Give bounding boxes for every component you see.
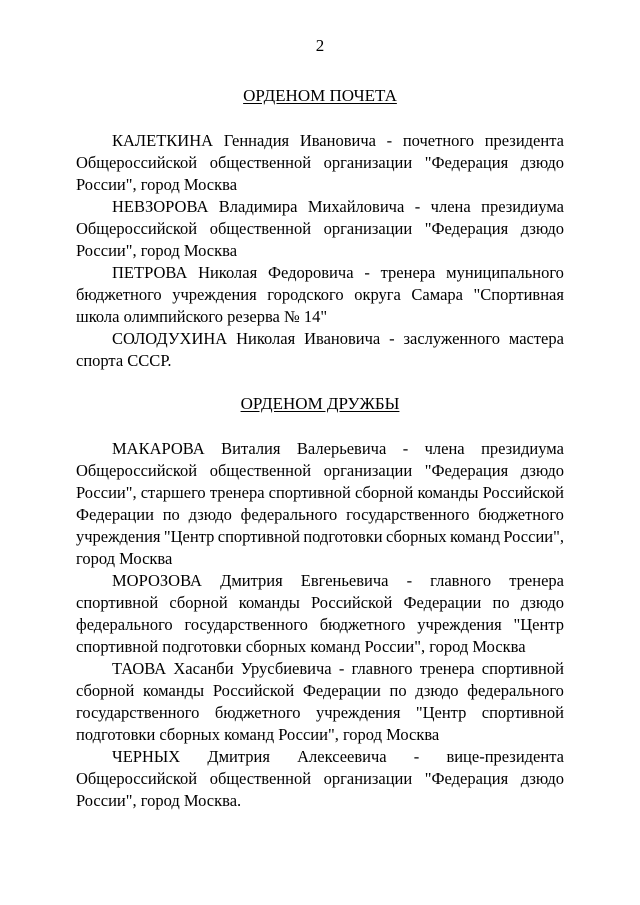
text-line: ПЕТРОВА Николая Федоровича - тренера муниципального [112, 263, 564, 282]
award-paragraph [76, 658, 564, 746]
text-line: Общероссийской общественной организации "Федерация дзюдо [76, 461, 564, 480]
text-line: КАЛЕТКИНА Геннадия Ивановича - почетного президента [112, 131, 564, 150]
text-line: Общероссийской общественной организации "Федерация дзюдо [76, 769, 564, 788]
text-line: учреждения "Центр спортивной подготовки сборных команд России", [76, 527, 564, 546]
section-heading: ОРДЕНОМ ДРУЖБЫ [240, 394, 400, 413]
text-line: Общероссийской общественной организации "Федерация дзюдо [76, 219, 564, 238]
section-heading: ОРДЕНОМ ПОЧЕТА [243, 86, 397, 105]
award-paragraph [76, 438, 564, 570]
award-paragraph [76, 746, 564, 812]
text-line: России", город Москва [76, 175, 238, 194]
text-line: спорта СССР. [76, 351, 172, 370]
text-line: бюджетного учреждения городского округа Самара "Спортивная [76, 285, 564, 304]
text-line: СОЛОДУХИНА Николая Ивановича - заслуженного мастера [112, 329, 564, 348]
text-line: государственного бюджетного учреждения "Центр спортивной [76, 703, 564, 722]
text-line: НЕВЗОРОВА Владимира Михайловича - члена президиума [112, 197, 564, 216]
text-line: спортивной подготовки сборных команд России", город Москва [76, 637, 526, 656]
text-line: сборной команды Российской Федерации по дзюдо федерального [76, 681, 564, 700]
text-line: России", старшего тренера спортивной сборной команды Российской [76, 483, 564, 502]
text-line: подготовки сборных команд России", город Москва [76, 725, 440, 744]
text-line: спортивной сборной команды Российской Федерации по дзюдо [76, 593, 564, 612]
text-line: федерального государственного бюджетного учреждения "Центр [76, 615, 564, 634]
text-line: школа олимпийского резерва № 14" [76, 307, 328, 326]
text-line: России", город Москва. [76, 791, 242, 810]
award-paragraph [76, 570, 564, 658]
award-paragraph [76, 196, 564, 262]
text-line: МАКАРОВА Виталия Валерьевича - члена президиума [112, 439, 564, 458]
award-paragraph [76, 262, 564, 328]
text-line: России", город Москва [76, 241, 238, 260]
text-line: МОРОЗОВА Дмитрия Евгеньевича - главного тренера [112, 571, 564, 590]
page-number: 2 [315, 36, 325, 55]
text-line: Федерации по дзюдо федерального государственного бюджетного [76, 505, 564, 524]
text-line: ЧЕРНЫХ Дмитрия Алексеевича - вице-президента [112, 747, 564, 766]
award-paragraph [76, 130, 564, 196]
text-line: Общероссийской общественной организации "Федерация дзюдо [76, 153, 564, 172]
award-paragraph [76, 328, 564, 372]
text-line: город Москва [76, 549, 173, 568]
text-line: ТАОВА Хасанби Урусбиевича - главного тренера спортивной [112, 659, 564, 678]
